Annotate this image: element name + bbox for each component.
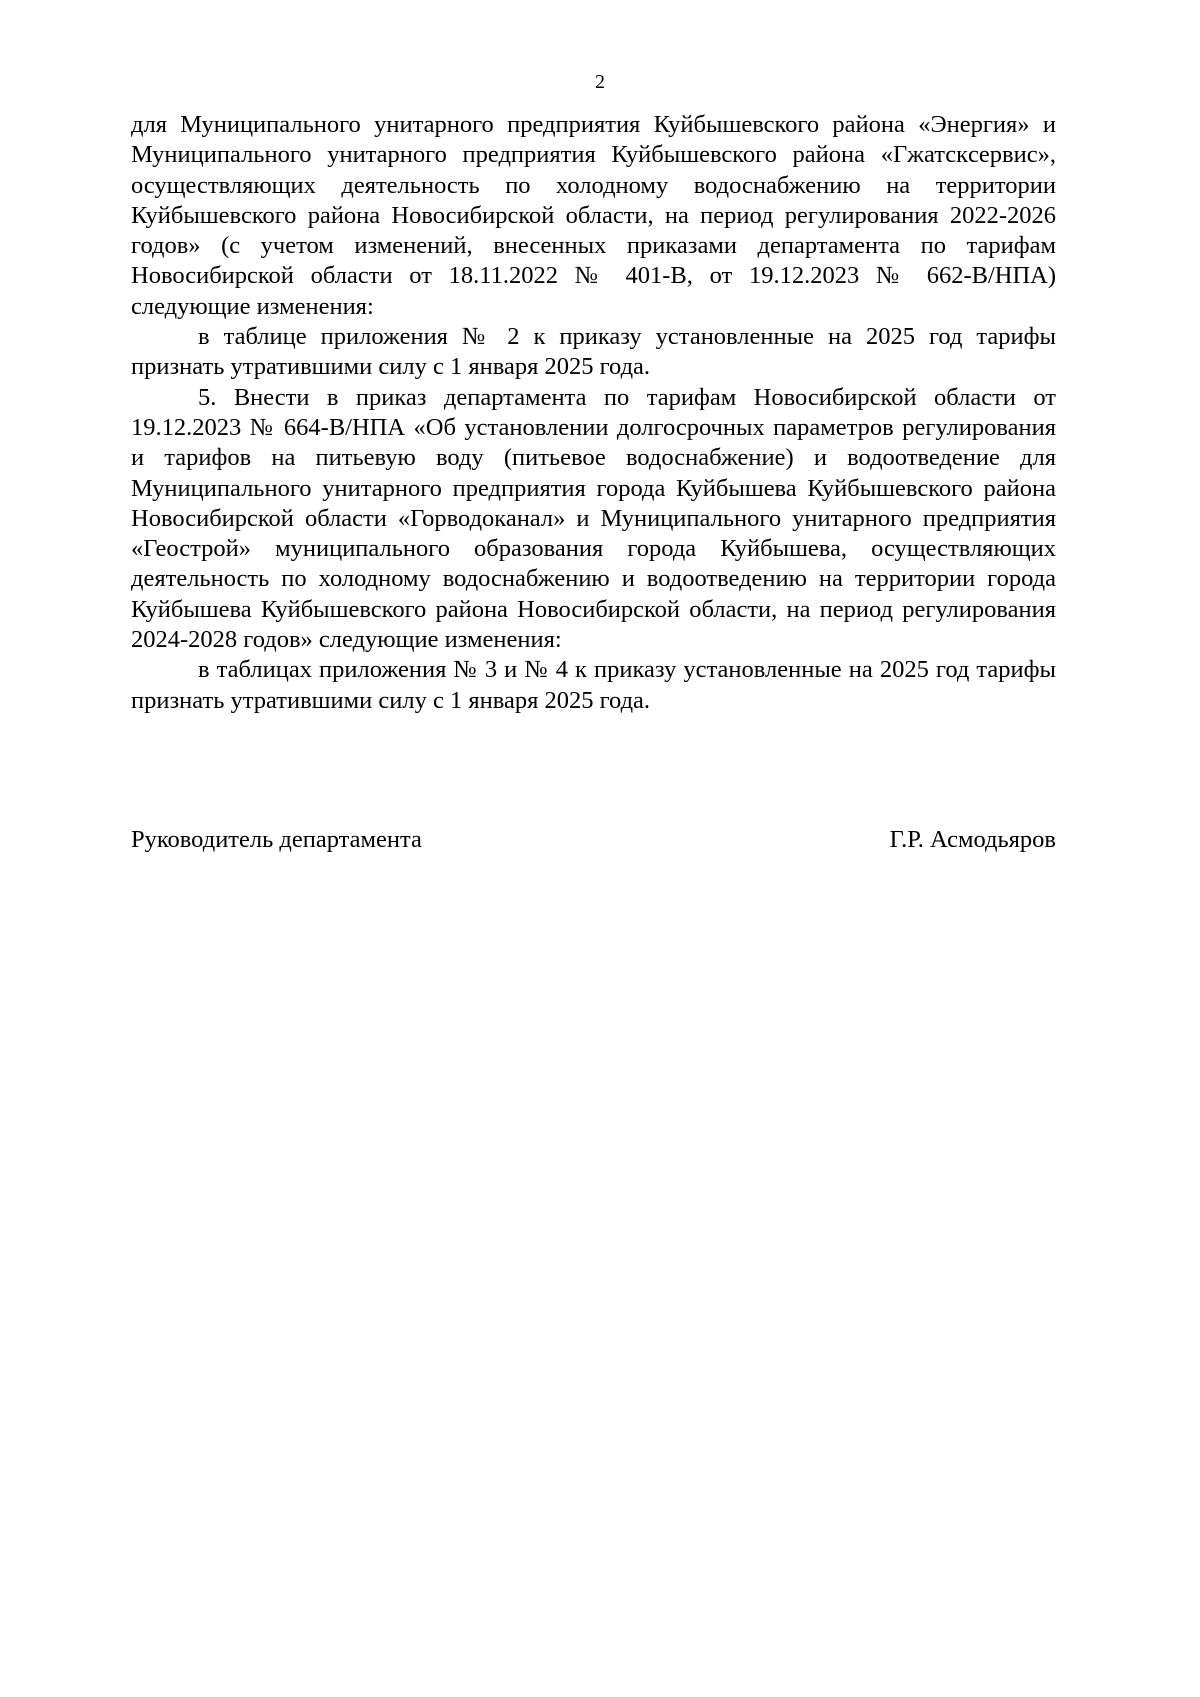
document-body — [131, 110, 1056, 716]
signatory-name: Г.Р. Асмодьяров — [889, 826, 1056, 853]
paragraph-item-5: 5. Внести в приказ департамента по тарифам Новосибирской области от 19.12.2023 № 664-В/НПА «Об установлении долгосрочных параметров регулирования и тарифов на питьевую воду (питьевое водоснабжение) и водоотведение для Муниципального унитарного предприятия города Куйбышева Куйбышевского района Новосибирской области «Горводоканал» и Муниципального унитарного предприятия «Геострой» муниципального образования города Куйбышева, осуществляющих деятельность по холодному водоснабжению и водоотведению на территории города Куйбышева Куйбышевского района Новосибирской области, на период регулирования 2024-2028 годов» следующие изменения: — [131, 383, 1056, 654]
paragraph-tables-3-4-tariffs: в таблицах приложения № 3 и № 4 к приказу установленные на 2025 год тарифы признать утратившими силу с 1 января 2025 года. — [131, 656, 1056, 714]
signatory-title: Руководитель департамента — [131, 826, 422, 853]
page-number: 2 — [595, 71, 605, 93]
paragraph-continuation: для Муниципального унитарного предприятия Куйбышевского района «Энергия» и Муниципального унитарного предприятия Куйбышевского района «Гжатскcервис», осуществляющих деятельность по холодному водоснабжению на территории Куйбышевского района Новосибирской области, на период регулирования 2022-2026 годов» (с учетом изменений, внесенных приказами департамента по тарифам Новосибирской области от 18.11.2022 № 401-В, от 19.12.2023 № 662-В/НПА) следующие изменения: — [131, 111, 1056, 320]
paragraph-table-2-tariffs: в таблице приложения № 2 к приказу установленные на 2025 год тарифы признать утратившими силу с 1 января 2025 года. — [131, 323, 1056, 381]
